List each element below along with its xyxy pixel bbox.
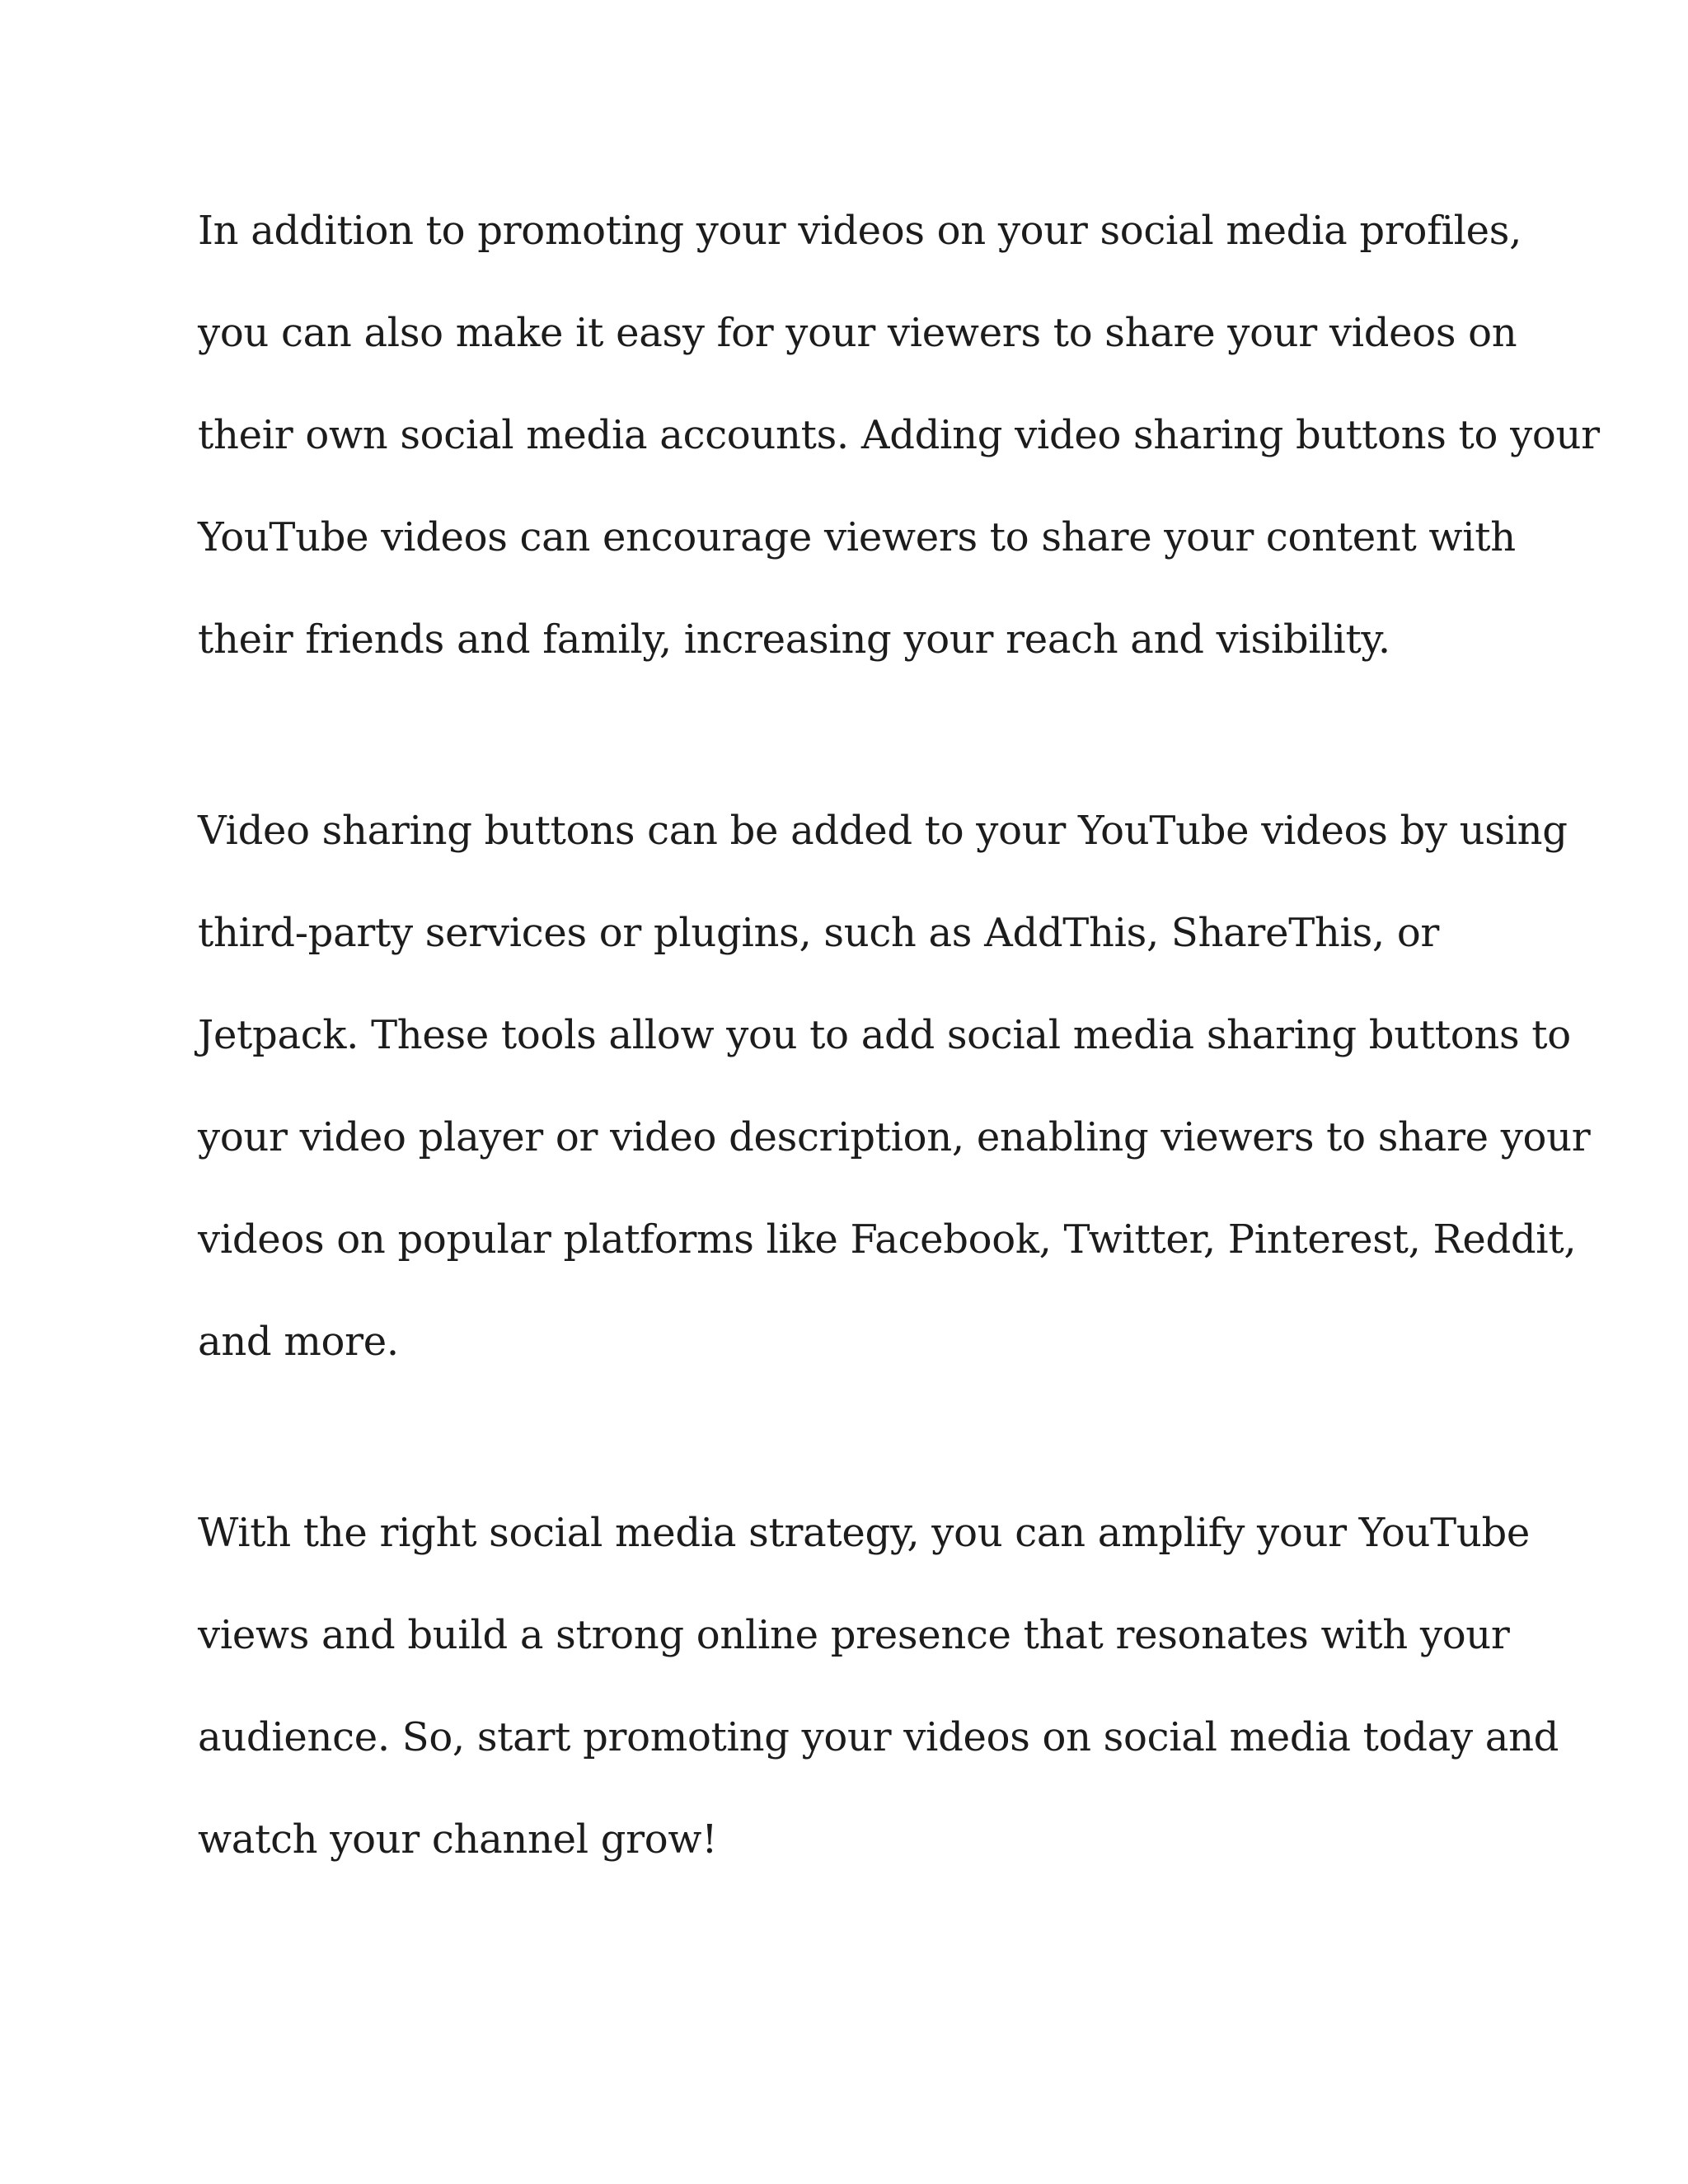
text-line: audience. So, start promoting your videos on social media today and (198, 1714, 1559, 1760)
text-line: views and build a strong online presence that resonates with your (198, 1612, 1510, 1658)
text-line: videos on popular platforms like Facebook, Twitter, Pinterest, Reddit, (198, 1216, 1577, 1263)
text-line: With the right social media strategy, you can amplify your YouTube (198, 1510, 1530, 1556)
text-line: your video player or video description, enabling viewers to share your (198, 1114, 1591, 1160)
paragraph-sharing-buttons (198, 780, 1591, 1393)
text-line: YouTube videos can encourage viewers to share your content with (198, 514, 1516, 560)
text-line: you can also make it easy for your viewers to share your videos on (198, 310, 1517, 356)
text-line: and more. (198, 1319, 399, 1365)
text-line: their friends and family, increasing your reach and visibility. (198, 616, 1390, 663)
text-line: watch your channel grow! (198, 1816, 718, 1863)
paragraph-conclusion (198, 1482, 1566, 1891)
text-line: third-party services or plugins, such as AddThis, ShareThis, or (198, 910, 1440, 956)
text-line: Video sharing buttons can be added to your YouTube videos by using (198, 808, 1568, 854)
text-line: their own social media accounts. Adding video sharing buttons to your (198, 412, 1600, 458)
paragraph-social-sharing (198, 180, 1600, 691)
document-body (198, 180, 1600, 1891)
text-line: In addition to promoting your videos on your social media profiles, (198, 208, 1522, 254)
text-line: Jetpack. These tools allow you to add social media sharing buttons to (198, 1012, 1571, 1058)
